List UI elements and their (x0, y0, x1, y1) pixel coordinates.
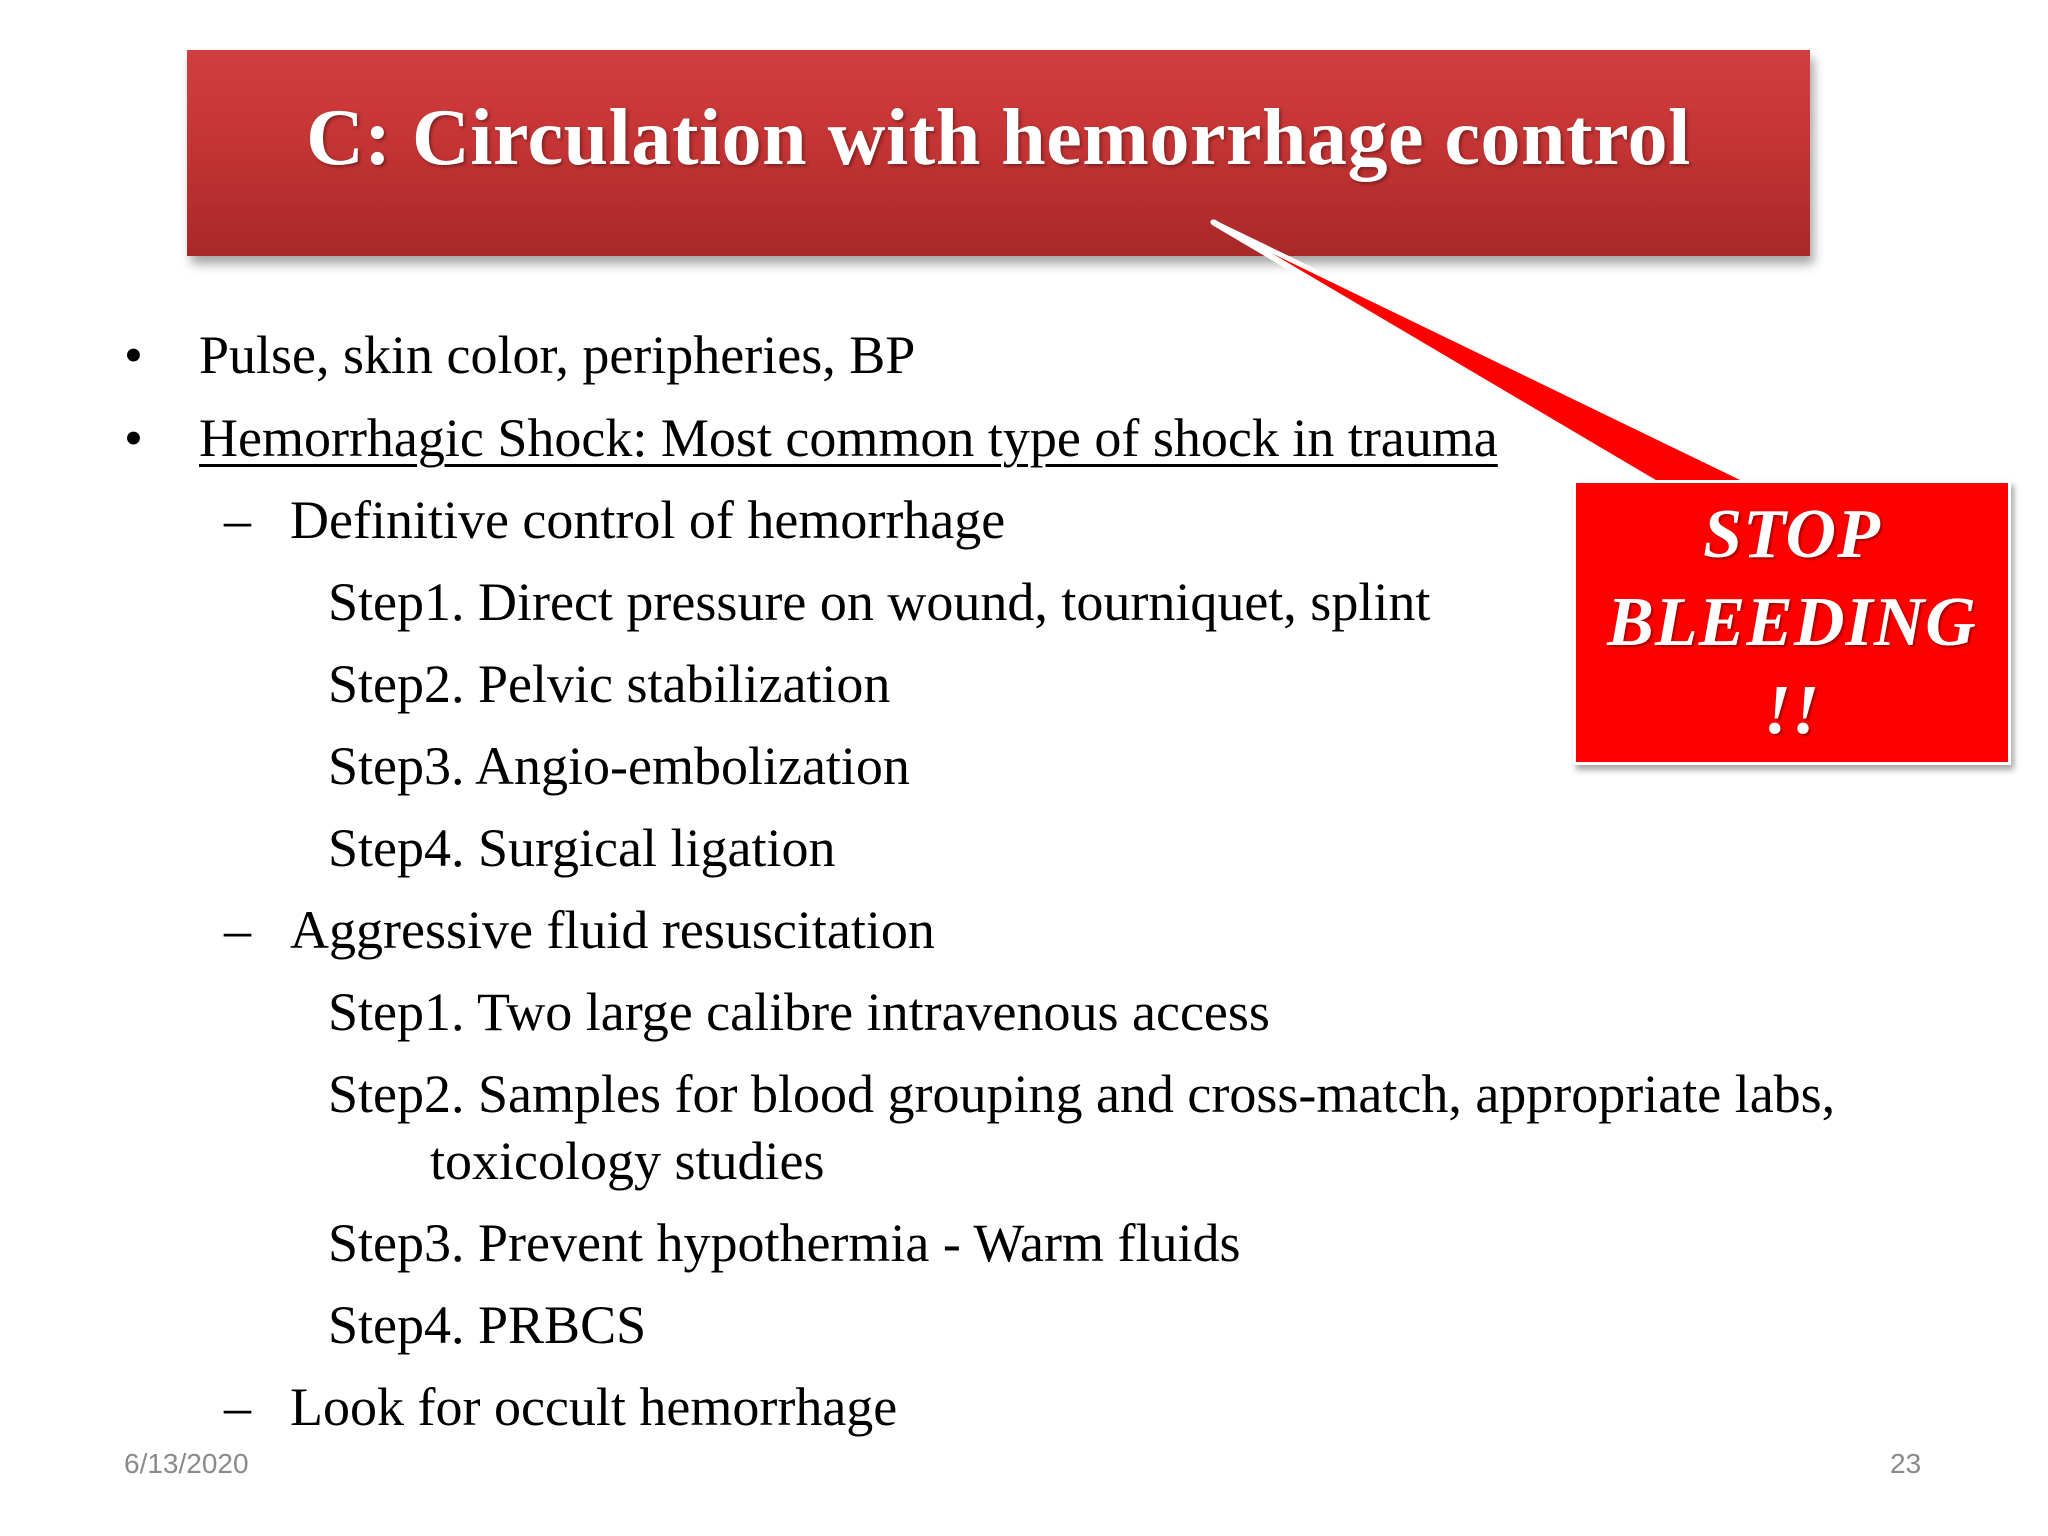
step-item: Step1. Two large calibre intravenous access (328, 982, 1270, 1042)
bullet-item: Hemorrhagic Shock: Most common type of shock in trauma (199, 408, 1498, 468)
step-item: Step3. Prevent hypothermia - Warm fluids (328, 1213, 1241, 1273)
section-heading: Aggressive fluid resuscitation (290, 900, 935, 960)
step-item: Step2. Pelvic stabilization (328, 654, 891, 714)
step-item: Step4. Surgical ligation (328, 818, 836, 878)
step-item: Step3. Angio-embolization (328, 736, 910, 796)
footer-date: 6/13/2020 (124, 1448, 249, 1479)
callout-line: STOP (1703, 495, 1881, 573)
section-heading: Definitive control of hemorrhage (290, 490, 1006, 550)
callout-line: !! (1763, 671, 1821, 749)
bullet-marker: • (124, 408, 143, 468)
step-item: Step1. Direct pressure on wound, tourniquet, splint (328, 572, 1431, 632)
slide-title: C: Circulation with hemorrhage control (306, 93, 1691, 182)
bullet-item: Pulse, skin color, peripheries, BP (199, 325, 916, 385)
step-item: Step4. PRBCS (328, 1295, 647, 1355)
callout-line: BLEEDING (1607, 583, 1977, 661)
step-item-continuation: toxicology studies (430, 1131, 825, 1191)
dash-marker: – (224, 900, 251, 960)
dash-marker: – (224, 490, 251, 550)
bullet-marker: • (124, 325, 143, 385)
step-item: Step2. Samples for blood grouping and cross-match, appropriate labs, (328, 1064, 1836, 1124)
section-heading: Look for occult hemorrhage (290, 1377, 898, 1437)
slide-number: 23 (1890, 1448, 1922, 1479)
dash-marker: – (224, 1377, 251, 1437)
stop-bleeding-callout (1573, 480, 2011, 765)
